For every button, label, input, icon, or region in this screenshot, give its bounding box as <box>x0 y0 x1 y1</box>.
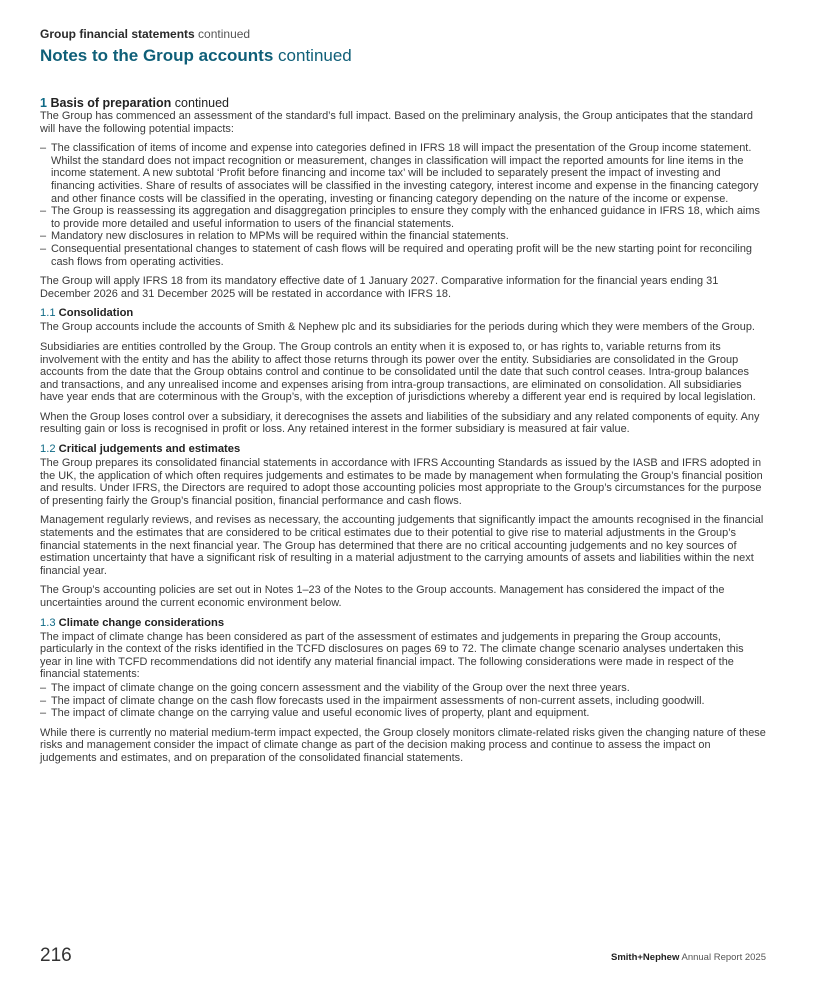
section-continued: continued <box>198 27 251 41</box>
heading-number: 1 <box>40 96 47 110</box>
climate-list <box>40 682 766 720</box>
list-item: – The classification of items of income and expense into categories defined in IFRS 18 will impact the presentation of the Group income statement. Whilst the standard does not impact recognition or measurement, changes in classification will impact the reported amounts for line items in the income statement. A new subtotal ‘Profit before financing and income tax’ will be included to separately present the impact of investing and financing activities. Share of results of associates will be classified in the investing category, interest income and expense in the financing category and other finance costs will be classified in the operating, investing or financing category depending on the nature of the income or expense. <box>40 142 766 205</box>
notes-body <box>40 96 766 772</box>
heading-consolidation <box>40 307 766 320</box>
page-title-continued: continued <box>278 46 352 65</box>
heading-continued: continued <box>174 96 230 110</box>
paragraph: The Group has commenced an assessment of the standard’s full impact. Based on the preliminary analysis, the Group anticipates that the standard will have the following potential impacts: <box>40 110 753 135</box>
list-item: – The impact of climate change on the carrying value and useful economic lives of property, plant and equipment. <box>40 707 766 720</box>
heading-text: Consolidation <box>58 307 134 320</box>
paragraph: The impact of climate change has been considered as part of the assessment of estimates and judgements in preparing the Group accounts, particularly in the context of the risks identified in the TCFD disclosures on pages 69 to 72. The climate change scenario analyses undertaken this year in line with TCFD recommendations did not identify any material financial impact. The following considerations were made in respect of the financial statements: <box>40 630 744 681</box>
page-title <box>40 46 352 66</box>
heading-climate-change <box>40 617 766 630</box>
heading-number: 1.3 <box>40 616 56 629</box>
heading-basis-of-preparation <box>40 96 766 110</box>
heading-number: 1.2 <box>40 443 56 456</box>
paragraph: Subsidiaries are entities controlled by the Group. The Group controls an entity when it is exposed to, or has rights to, variable returns from its involvement with the entity and has the ability to affect those returns through its power over the entity. Subsidiaries are consolidated in the Group accounts from the date that the Group obtains control and continue to be consolidated until the date that such control ceases. Intra-group balances and transactions, and any unrealised income and expenses arising from intra-group transactions, are eliminated on consolidation. All subsidiaries have year ends that are coterminous with the Group’s, with the exception of jurisdictions whereby a different year end is required by local legislation. <box>40 340 756 404</box>
heading-text: Basis of preparation <box>50 96 172 110</box>
paragraph: The Group accounts include the accounts of Smith & Nephew plc and its subsidiaries for the periods during which they were members of the Group. <box>40 321 755 334</box>
section-title: Group financial statements <box>40 27 195 41</box>
list-item: – Mandatory new disclosures in relation to MPMs will be required within the financial statements. <box>40 230 766 243</box>
report-name: Annual Report 2025 <box>681 952 766 963</box>
paragraph: The Group’s accounting policies are set out in Notes 1–23 of the Notes to the Group accounts. Management has considered the impact of the uncertainties around the current economic environment below. <box>40 584 725 609</box>
paragraph: While there is currently no material medium-term impact expected, the Group closely monitors climate-related risks given the changing nature of these risks and management consider the impact of climate change as part of the decision making process and continue to assess the impact on judgements and estimates, and on preparation of the consolidated financial statements. <box>40 726 766 764</box>
page-title-text: Notes to the Group accounts <box>40 46 274 65</box>
paragraph: The Group prepares its consolidated financial statements in accordance with IFRS Accounting Standards as issued by the IASB and IFRS adopted in the UK, the application of which often requires judgements and estimates to be made by management when formulating the Group’s financial position and results. Under IFRS, the Directors are required to adopt those accounting policies most appropriate to the Group’s circumstances for the purpose of presenting fairly the Group’s financial position, financial performance and cash flows. <box>40 457 763 507</box>
heading-critical-judgements <box>40 443 766 456</box>
list-item: – The impact of climate change on the cash flow forecasts used in the impairment assessments of non-current assets, including goodwill. <box>40 695 766 708</box>
paragraph: The Group will apply IFRS 18 from its mandatory effective date of 1 January 2027. Comparative information for the financial years ending 31 December 2026 and 31 December 2025 will be restated in accordance with IFRS 18. <box>40 275 719 300</box>
heading-text: Climate change considerations <box>58 616 225 629</box>
page-number: 216 <box>40 945 72 966</box>
paragraph: When the Group loses control over a subsidiary, it derecognises the assets and liabilities of the subsidiary and any related components of equity. Any resulting gain or loss is recognised in profit or loss. Any retained interest in the former subsidiary is measured at fair value. <box>40 410 760 436</box>
heading-number: 1.1 <box>40 307 56 320</box>
paragraph: Management regularly reviews, and revises as necessary, the accounting judgements that significantly impact the amounts recognised in the financial statements and the estimates that are considered to be critical estimates due to their potential to give rise to material adjustments in the Group’s financial statements in the next financial year. The Group has determined that there are no critical accounting judgements and no key sources of estimation uncertainty that have a significant risk of resulting in a material adjustment to the carrying amounts of assets and liabilities within the next financial year. <box>40 514 764 577</box>
brand-name: Smith+Nephew <box>610 952 680 963</box>
list-item: – The Group is reassessing its aggregation and disaggregation principles to ensure they comply with the enhanced guidance in IFRS 18, which aims to provide more detailed and useful information to users of the financial statements. <box>40 205 766 230</box>
list-item: – The impact of climate change on the going concern assessment and the viability of the Group over the next three years. <box>40 682 766 695</box>
impact-list <box>40 142 766 268</box>
heading-text: Critical judgements and estimates <box>58 443 241 456</box>
report-footer <box>611 952 766 963</box>
section-header <box>40 27 250 41</box>
list-item: – Consequential presentational changes to statement of cash flows will be required and operating profit will be the new starting point for reconciling cash flows from operating activities. <box>40 243 766 268</box>
